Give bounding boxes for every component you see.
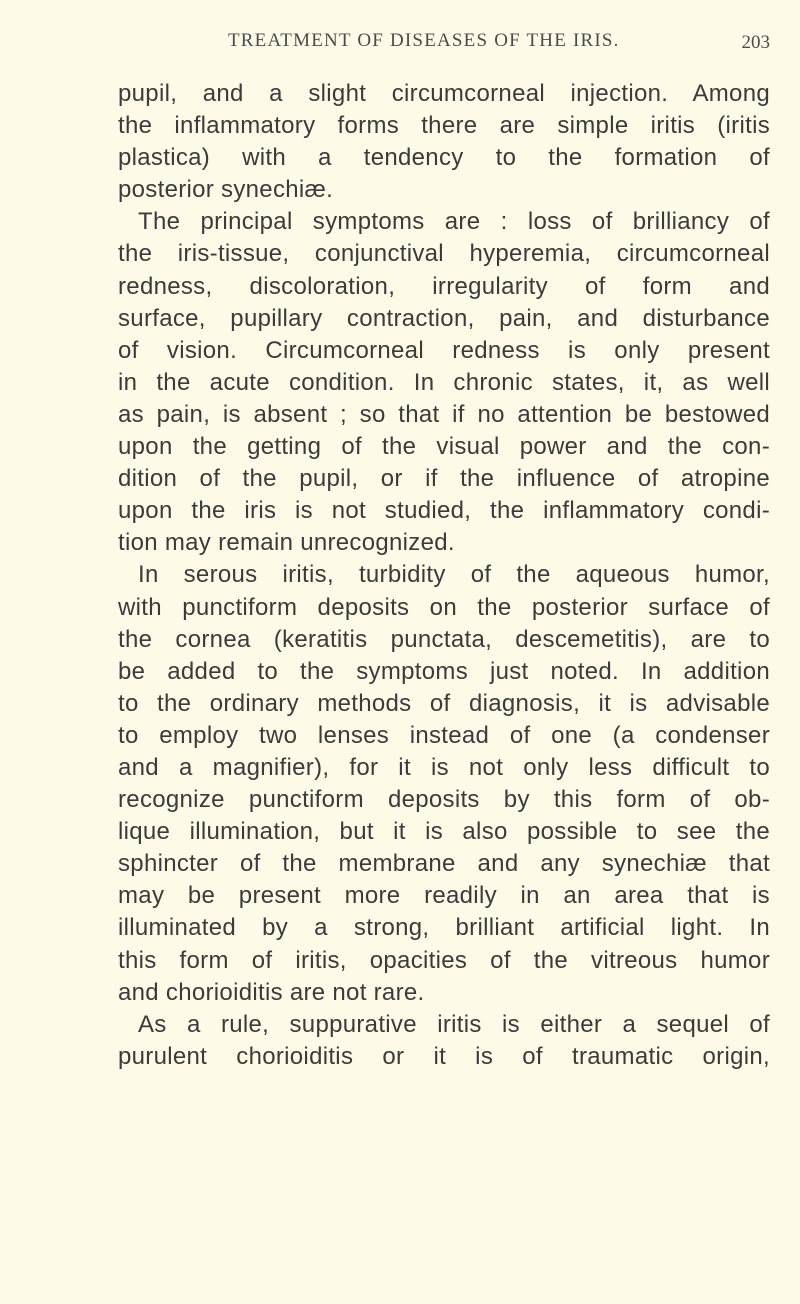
text-line: As a rule, suppurative iritis is either a sequel of xyxy=(138,1010,770,1038)
text-line: lique illumination, but it is also possible to see the xyxy=(118,818,770,846)
text-line: redness, discoloration, irregularity of form and xyxy=(118,272,770,300)
paragraph xyxy=(118,1009,770,1073)
text-line: the inflammatory forms there are simple iritis (iritis xyxy=(118,112,770,140)
text-line: may be present more readily in an area that is xyxy=(118,882,770,910)
text-line: posterior synechiæ. xyxy=(118,176,334,204)
text-line: of vision. Circumcorneal redness is only present xyxy=(118,336,770,364)
text-line: this form of iritis, opacities of the vitreous humor xyxy=(118,946,770,974)
text-line: in the acute condition. In chronic states, it, as well xyxy=(118,368,770,396)
text-line: surface, pupillary contraction, pain, and disturbance xyxy=(118,304,770,332)
text-line: the iris-tissue, conjunctival hyperemia, circumcorneal xyxy=(118,240,770,268)
text-line: the cornea (keratitis punctata, descemetitis), are to xyxy=(118,625,770,653)
text-line: The principal symptoms are : loss of brilliancy of xyxy=(138,208,770,236)
text-line: upon the iris is not studied, the inflammatory condi- xyxy=(118,497,770,525)
text-line: to employ two lenses instead of one (a condenser xyxy=(118,721,770,749)
text-line: pupil, and a slight circumcorneal injection. Among xyxy=(118,80,770,107)
text-line: plastica) with a tendency to the formation of xyxy=(118,144,770,172)
text-line: and a magnifier), for it is not only less difficult to xyxy=(118,753,770,781)
page-header xyxy=(118,30,770,60)
text-line: recognize punctiform deposits by this form of ob- xyxy=(118,786,770,814)
page-number: 203 xyxy=(741,32,770,53)
text-line: with punctiform deposits on the posterior surface of xyxy=(118,593,770,621)
text-line: In serous iritis, turbidity of the aqueous humor, xyxy=(138,561,770,589)
text-line: be added to the symptoms just noted. In addition xyxy=(118,657,770,685)
body-text xyxy=(118,78,770,1073)
text-line: as pain, is absent ; so that if no attention be bestowed xyxy=(118,400,770,428)
text-line: purulent chorioiditis or it is of traumatic origin, xyxy=(118,1042,770,1070)
paragraph xyxy=(118,78,770,206)
text-line: tion may remain unrecognized. xyxy=(118,529,455,557)
text-line: to the ordinary methods of diagnosis, it is advisable xyxy=(118,689,770,717)
paragraph xyxy=(118,559,770,1008)
text-line: dition of the pupil, or if the influence of atropine xyxy=(118,465,770,493)
paragraph xyxy=(118,206,770,559)
text-line: sphincter of the membrane and any synechiæ that xyxy=(118,850,770,878)
running-title: TREATMENT OF DISEASES OF THE IRIS. xyxy=(228,30,620,51)
text-line: and chorioiditis are not rare. xyxy=(118,978,425,1006)
text-line: upon the getting of the visual power and the con- xyxy=(118,433,770,461)
text-line: illuminated by a strong, brilliant artificial light. In xyxy=(118,914,770,942)
